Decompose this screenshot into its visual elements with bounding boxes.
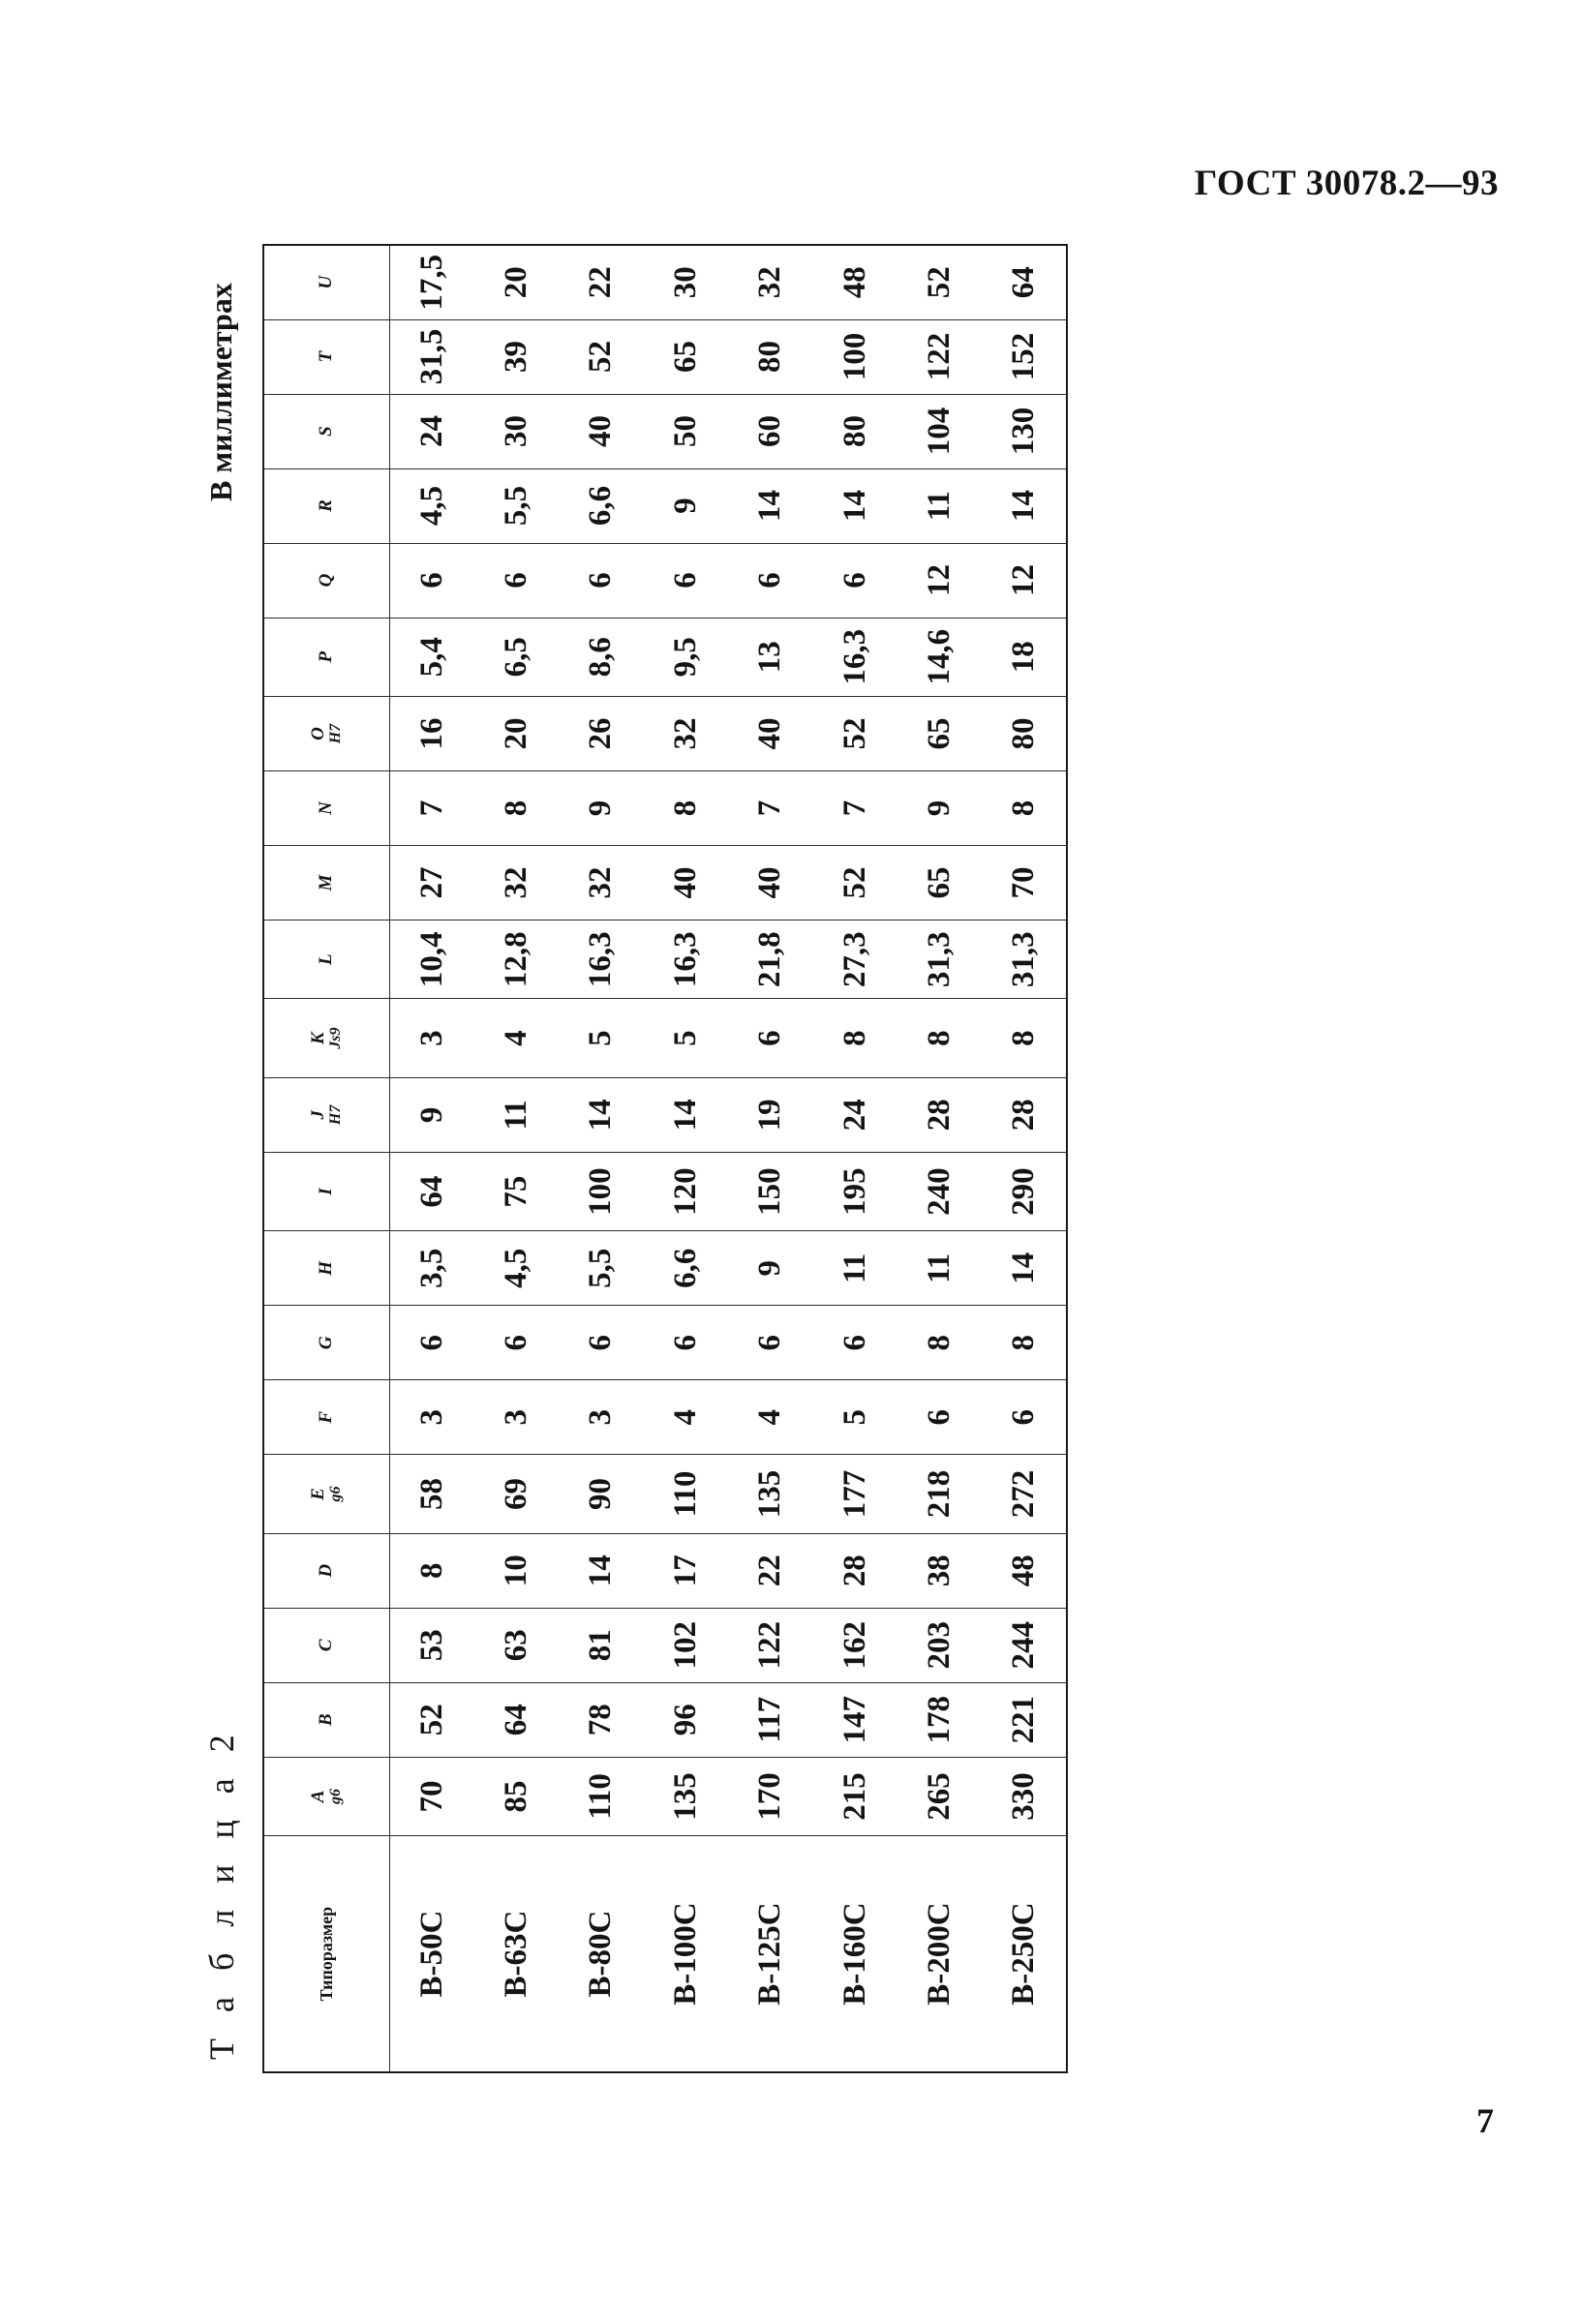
table-cell: 40 xyxy=(559,394,644,468)
table-cell: 6 xyxy=(474,1306,560,1380)
table-cell: 6 xyxy=(897,1380,983,1455)
table-cell: 21,8 xyxy=(728,920,813,998)
header-tolerance: H7 xyxy=(326,1104,344,1126)
header-col-p xyxy=(263,618,389,696)
table-row xyxy=(644,245,729,2072)
table-cell: 9 xyxy=(728,1231,813,1306)
table-cell: 22 xyxy=(559,245,644,319)
header-col-r xyxy=(263,468,389,543)
table-cell: 14,6 xyxy=(897,618,983,696)
table-cell: 24 xyxy=(813,1077,898,1152)
table-cell: 13 xyxy=(728,618,813,696)
table-cell: 52 xyxy=(813,845,898,920)
header-col-e xyxy=(263,1455,389,1533)
table-cell: 28 xyxy=(897,1077,983,1152)
table-cell: 80 xyxy=(813,394,898,468)
table-cell: 14 xyxy=(983,468,1068,543)
table-cell: 3 xyxy=(389,1380,474,1455)
header-label: I xyxy=(316,1188,337,1195)
table-cell: 16,3 xyxy=(813,618,898,696)
table-cell: 30 xyxy=(474,394,560,468)
table-cell: 9 xyxy=(389,1077,474,1152)
header-col-b xyxy=(263,1682,389,1757)
table-cell: 218 xyxy=(897,1455,983,1533)
header-col-l xyxy=(263,920,389,998)
table-cell: 3,5 xyxy=(389,1231,474,1306)
table-row xyxy=(389,245,474,2072)
table-cell: 27,3 xyxy=(813,920,898,998)
table-cell: 6 xyxy=(644,543,729,618)
table-cell: 120 xyxy=(644,1152,729,1230)
table-cell: 240 xyxy=(897,1152,983,1230)
row-size-type: B-125C xyxy=(728,1836,813,2072)
table-cell: 5 xyxy=(813,1380,898,1455)
table-cell: 7 xyxy=(389,770,474,845)
table-cell: 6 xyxy=(813,1306,898,1380)
table-cell: 17,5 xyxy=(389,245,474,319)
table-cell: 31,3 xyxy=(983,920,1068,998)
table-cell: 14 xyxy=(644,1077,729,1152)
table-cell: 40 xyxy=(728,845,813,920)
table-cell: 50 xyxy=(644,394,729,468)
table-cell: 70 xyxy=(389,1757,474,1835)
row-size-type: B-200C xyxy=(897,1836,983,2072)
table-cell: 265 xyxy=(897,1757,983,1835)
table-cell: 215 xyxy=(813,1757,898,1835)
table-cell: 26 xyxy=(559,696,644,770)
header-label: F xyxy=(316,1410,337,1424)
table-cell: 195 xyxy=(813,1152,898,1230)
header-label: H xyxy=(316,1260,337,1276)
header-size-type xyxy=(263,1836,389,2072)
table-cell: 20 xyxy=(474,696,560,770)
table-cell: 110 xyxy=(644,1455,729,1533)
table-cell: 9 xyxy=(559,770,644,845)
table-cell: 20 xyxy=(474,245,560,319)
table-cell: 28 xyxy=(813,1533,898,1608)
table-cell: 39 xyxy=(474,319,560,394)
table-cell: 64 xyxy=(983,245,1068,319)
table-cell: 135 xyxy=(644,1757,729,1835)
table-cell: 178 xyxy=(897,1682,983,1757)
table-cell: 110 xyxy=(559,1757,644,1835)
header-col-c xyxy=(263,1608,389,1682)
table-cell: 177 xyxy=(813,1455,898,1533)
table-cell: 8 xyxy=(474,770,560,845)
table-cell: 3 xyxy=(559,1380,644,1455)
table-cell: 104 xyxy=(897,394,983,468)
table-cell: 8 xyxy=(897,1306,983,1380)
header-col-u xyxy=(263,245,389,319)
table-cell: 12 xyxy=(897,543,983,618)
table-cell: 65 xyxy=(644,319,729,394)
header-label: J xyxy=(307,1110,328,1120)
table-cell: 162 xyxy=(813,1608,898,1682)
table-cell: 152 xyxy=(983,319,1068,394)
table-cell: 64 xyxy=(474,1682,560,1757)
table-cell: 130 xyxy=(983,394,1068,468)
row-size-type: B-80C xyxy=(559,1836,644,2072)
table-cell: 30 xyxy=(644,245,729,319)
table-cell: 8,6 xyxy=(559,618,644,696)
table-cell: 6 xyxy=(728,1306,813,1380)
table-cell: 18 xyxy=(983,618,1068,696)
table-cell: 40 xyxy=(644,845,729,920)
table-cell: 32 xyxy=(474,845,560,920)
table-cell: 16 xyxy=(389,696,474,770)
table-cell: 5,5 xyxy=(559,1231,644,1306)
header-col-n xyxy=(263,770,389,845)
header-label: P xyxy=(316,650,337,663)
table-cell: 330 xyxy=(983,1757,1068,1835)
header-label: M xyxy=(316,874,337,891)
header-tolerance: Js9 xyxy=(326,1027,344,1049)
table-cell: 6 xyxy=(389,543,474,618)
header-label: Типоразмер xyxy=(316,1906,336,2002)
table-row xyxy=(983,245,1068,2072)
header-label: D xyxy=(316,1563,337,1578)
header-label: Q xyxy=(316,573,337,588)
table-cell: 9 xyxy=(897,770,983,845)
table-cell: 27 xyxy=(389,845,474,920)
table-cell: 6 xyxy=(474,543,560,618)
table-cell: 38 xyxy=(897,1533,983,1608)
table-cell: 11 xyxy=(474,1077,560,1152)
table-cell: 6 xyxy=(983,1380,1068,1455)
header-col-f xyxy=(263,1380,389,1455)
table-cell: 147 xyxy=(813,1682,898,1757)
header-label: C xyxy=(316,1639,337,1652)
table-cell: 31,3 xyxy=(897,920,983,998)
table-cell: 7 xyxy=(813,770,898,845)
table-cell: 3 xyxy=(389,999,474,1077)
table-cell: 3 xyxy=(474,1380,560,1455)
table-cell: 221 xyxy=(983,1682,1068,1757)
table-cell: 4 xyxy=(474,999,560,1077)
header-col-a xyxy=(263,1757,389,1835)
row-size-type: B-100C xyxy=(644,1836,729,2072)
table-cell: 8 xyxy=(983,999,1068,1077)
header-label: T xyxy=(316,350,337,363)
table-cell: 8 xyxy=(813,999,898,1077)
table-cell: 6,6 xyxy=(559,468,644,543)
table-cell: 16,3 xyxy=(644,920,729,998)
table-cell: 11 xyxy=(813,1231,898,1306)
table-cell: 6 xyxy=(559,543,644,618)
header-col-m xyxy=(263,845,389,920)
header-col-g xyxy=(263,1306,389,1380)
units-label: В миллиметрах xyxy=(203,283,238,501)
header-tolerance: g6 xyxy=(326,1486,344,1502)
table-cell: 272 xyxy=(983,1455,1068,1533)
table-cell: 10,4 xyxy=(389,920,474,998)
table-label: Т а б л и ц а 2 xyxy=(202,1726,241,2060)
header-label: L xyxy=(316,953,337,966)
table-cell: 14 xyxy=(728,468,813,543)
table-cell: 135 xyxy=(728,1455,813,1533)
table-cell: 22 xyxy=(728,1533,813,1608)
header-col-s xyxy=(263,394,389,468)
table-row xyxy=(559,245,644,2072)
table-cell: 14 xyxy=(983,1231,1068,1306)
header-col-q xyxy=(263,543,389,618)
header-label: S xyxy=(316,426,337,437)
table-cell: 60 xyxy=(728,394,813,468)
table-cell: 81 xyxy=(559,1608,644,1682)
header-col-t xyxy=(263,319,389,394)
table-cell: 24 xyxy=(389,394,474,468)
header-label: K xyxy=(307,1032,328,1044)
header-label: U xyxy=(316,275,337,289)
table-cell: 102 xyxy=(644,1608,729,1682)
table-cell: 9,5 xyxy=(644,618,729,696)
table-cell: 6 xyxy=(728,999,813,1077)
table-cell: 5 xyxy=(559,999,644,1077)
table-cell: 96 xyxy=(644,1682,729,1757)
table-cell: 122 xyxy=(728,1608,813,1682)
table-cell: 17 xyxy=(644,1533,729,1608)
table-cell: 32 xyxy=(559,845,644,920)
table-cell: 12,8 xyxy=(474,920,560,998)
header-col-h xyxy=(263,1231,389,1306)
table-cell: 75 xyxy=(474,1152,560,1230)
table-cell: 78 xyxy=(559,1682,644,1757)
table-cell: 290 xyxy=(983,1152,1068,1230)
table-cell: 6 xyxy=(728,543,813,618)
header-tolerance: g6 xyxy=(326,1788,344,1804)
header-col-i xyxy=(263,1152,389,1230)
table-cell: 11 xyxy=(897,468,983,543)
header-label: R xyxy=(316,499,337,512)
table-cell: 117 xyxy=(728,1682,813,1757)
header-label: E xyxy=(307,1488,328,1500)
table-cell: 100 xyxy=(813,319,898,394)
table-cell: 244 xyxy=(983,1608,1068,1682)
table-cell: 52 xyxy=(559,319,644,394)
table-cell: 8 xyxy=(897,999,983,1077)
table-cell: 64 xyxy=(389,1152,474,1230)
gost-code: ГОСТ 30078.2—93 xyxy=(1194,164,1499,203)
table-cell: 6 xyxy=(813,543,898,618)
table-cell: 80 xyxy=(728,319,813,394)
table-cell: 170 xyxy=(728,1757,813,1835)
table-cell: 53 xyxy=(389,1608,474,1682)
table-cell: 8 xyxy=(389,1533,474,1608)
header-label: N xyxy=(316,801,337,815)
table-row xyxy=(813,245,898,2072)
table-cell: 28 xyxy=(983,1077,1068,1152)
table-cell: 8 xyxy=(983,1306,1068,1380)
table-cell: 5 xyxy=(644,999,729,1077)
table-cell: 6 xyxy=(389,1306,474,1380)
header-label: O xyxy=(307,727,328,740)
row-size-type: B-160C xyxy=(813,1836,898,2072)
table-cell: 4,5 xyxy=(474,1231,560,1306)
table-cell: 150 xyxy=(728,1152,813,1230)
table-cell: 8 xyxy=(644,770,729,845)
header-col-k xyxy=(263,999,389,1077)
dimensions-table xyxy=(262,244,1068,2073)
table-cell: 10 xyxy=(474,1533,560,1608)
table-cell: 85 xyxy=(474,1757,560,1835)
table-cell: 4 xyxy=(728,1380,813,1455)
table-row xyxy=(897,245,983,2072)
row-size-type: B-63C xyxy=(474,1836,560,2072)
table-cell: 11 xyxy=(897,1231,983,1306)
table-cell: 14 xyxy=(813,468,898,543)
table-cell: 203 xyxy=(897,1608,983,1682)
table-cell: 69 xyxy=(474,1455,560,1533)
table-cell: 48 xyxy=(983,1533,1068,1608)
table-cell: 4 xyxy=(644,1380,729,1455)
table-cell: 52 xyxy=(813,696,898,770)
table-cell: 70 xyxy=(983,845,1068,920)
table-cell: 122 xyxy=(897,319,983,394)
row-size-type: B-50C xyxy=(389,1836,474,2072)
page-number: 7 xyxy=(1476,2101,1494,2140)
table-cell: 6,6 xyxy=(644,1231,729,1306)
table-cell: 90 xyxy=(559,1455,644,1533)
row-size-type: B-250C xyxy=(983,1836,1068,2072)
header-label: A xyxy=(307,1790,328,1803)
table-cell: 65 xyxy=(897,845,983,920)
table-cell: 100 xyxy=(559,1152,644,1230)
table-cell: 31,5 xyxy=(389,319,474,394)
table-row xyxy=(474,245,560,2072)
table-cell: 14 xyxy=(559,1533,644,1608)
table-container xyxy=(262,244,1068,2073)
table-cell: 52 xyxy=(389,1682,474,1757)
table-cell: 58 xyxy=(389,1455,474,1533)
table-cell: 12 xyxy=(983,543,1068,618)
table-cell: 16,3 xyxy=(559,920,644,998)
table-cell: 48 xyxy=(813,245,898,319)
header-col-d xyxy=(263,1533,389,1608)
table-cell: 9 xyxy=(644,468,729,543)
table-header-row xyxy=(263,245,389,2072)
table-cell: 32 xyxy=(644,696,729,770)
table-cell: 6 xyxy=(559,1306,644,1380)
table-cell: 5,4 xyxy=(389,618,474,696)
table-cell: 4,5 xyxy=(389,468,474,543)
table-cell: 8 xyxy=(983,770,1068,845)
table-cell: 14 xyxy=(559,1077,644,1152)
table-cell: 19 xyxy=(728,1077,813,1152)
table-cell: 5,5 xyxy=(474,468,560,543)
table-cell: 7 xyxy=(728,770,813,845)
header-tolerance: H7 xyxy=(326,723,344,744)
table-row xyxy=(728,245,813,2072)
header-col-j xyxy=(263,1077,389,1152)
header-col-o xyxy=(263,696,389,770)
header-label: G xyxy=(316,1336,337,1350)
table-cell: 63 xyxy=(474,1608,560,1682)
table-cell: 65 xyxy=(897,696,983,770)
table-cell: 40 xyxy=(728,696,813,770)
table-cell: 52 xyxy=(897,245,983,319)
table-cell: 6 xyxy=(644,1306,729,1380)
table-cell: 32 xyxy=(728,245,813,319)
table-cell: 6,5 xyxy=(474,618,560,696)
header-label: B xyxy=(316,1713,337,1727)
table-cell: 80 xyxy=(983,696,1068,770)
